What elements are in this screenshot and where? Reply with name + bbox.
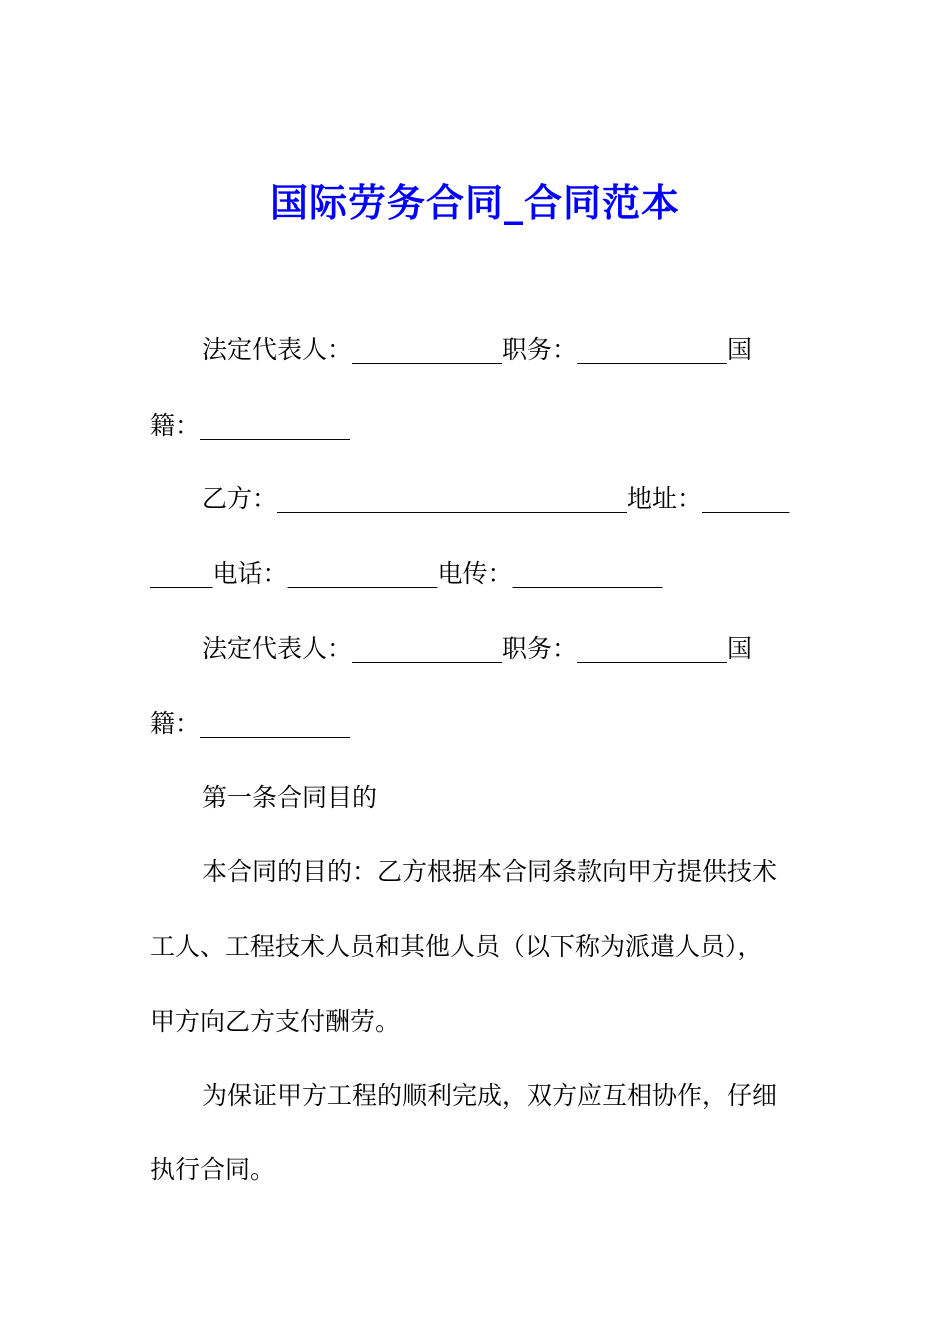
- document-title: 国际劳务合同_合同范本: [269, 180, 680, 225]
- paragraph-line: 法定代表人：____________职务：____________国: [202, 335, 753, 364]
- paragraph-line: 工人、工程技术人员和其他人员（以下称为派遣人员），: [150, 932, 763, 961]
- paragraph-line: 本合同的目的：乙方根据本合同条款向甲方提供技术: [202, 857, 778, 886]
- paragraph-line: 籍：____________: [150, 709, 351, 738]
- paragraph-line: 籍：____________: [150, 411, 351, 440]
- paragraph-line: 法定代表人：____________职务：____________国: [202, 634, 753, 663]
- paragraph-line: 甲方向乙方支付酬劳。: [150, 1007, 401, 1036]
- paragraph-line: _____电话：____________电传：____________: [150, 559, 663, 588]
- paragraph-line: 执行合同。: [150, 1155, 276, 1184]
- paragraph-line: 乙方：____________________________地址：_______: [202, 484, 790, 513]
- section-heading: 第一条合同目的: [202, 783, 378, 812]
- paragraph-line: 为保证甲方工程的顺利完成，双方应互相协作，仔细: [202, 1081, 778, 1110]
